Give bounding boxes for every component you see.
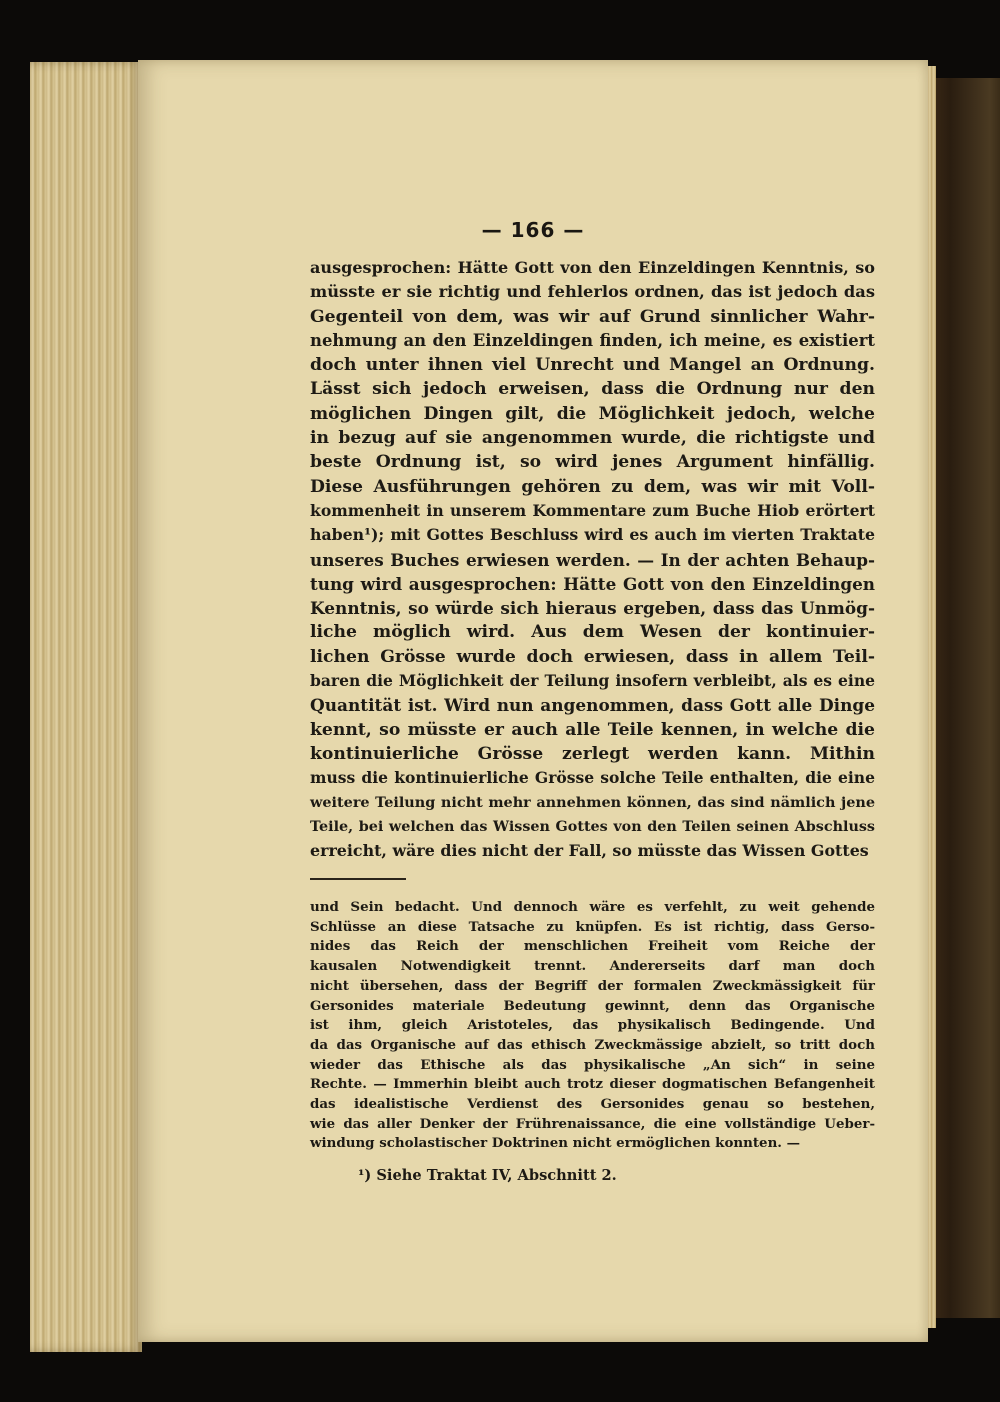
main-text (310, 256, 875, 863)
text-line: unseres Buches erwiesen werden. — In der achten Behaup- (310, 549, 875, 570)
text-line: müsste er sie richtig und fehlerlos ordnen, das ist jedoch das (310, 282, 875, 302)
footnote-line: kausalen Notwendigkeit trennt. Andererseits darf man doch (310, 958, 875, 975)
footnote-line: wieder das Ethische als das physikalische „An sich“ in seine (310, 1056, 875, 1073)
text-line: lichen Grösse wurde doch erwiesen, dass in allem Teil- (310, 646, 875, 667)
page-number: — 166 — (481, 218, 585, 242)
text-line: ausgesprochen: Hätte Gott von den Einzeldingen Kenntnis, so (310, 258, 875, 277)
footnote-text (310, 898, 875, 1154)
text-line: kontinuierliche Grösse zerlegt werden kann. Mithin (310, 743, 875, 764)
footnote-line: Schlüsse an diese Tatsache zu knüpfen. Es ist richtig, dass Gerso- (310, 918, 875, 935)
text-line: Gegenteil von dem, was wir auf Grund sinnlicher Wahr- (310, 306, 875, 327)
text-line: muss die kontinuierliche Grösse solche Teile enthalten, die eine (310, 768, 875, 788)
text-line: kennt, so müsste er auch alle Teile kennen, in welche die (310, 719, 875, 740)
footnote-line: nides das Reich der menschlichen Freiheit vom Reiche der (310, 938, 875, 955)
text-line: weitere Teilung nicht mehr annehmen können, das sind nämlich jene (310, 793, 875, 811)
text-line: nehmung an den Einzeldingen finden, ich meine, es existiert (310, 330, 875, 350)
book-page (138, 60, 928, 1342)
footnote-line: da das Organische auf das ethisch Zweckmässige abzielt, so tritt doch (310, 1036, 875, 1053)
text-line: kommenheit in unserem Kommentare zum Buche Hiob erörtert (310, 500, 875, 520)
text-line: erreicht, wäre dies nicht der Fall, so müsste das Wissen Gottes (310, 841, 869, 861)
text-line: möglichen Dingen gilt, die Möglichkeit jedoch, welche (310, 403, 875, 424)
footnote-line: nicht übersehen, dass der Begriff der formalen Zweckmässigkeit für (310, 977, 875, 994)
text-line: Quantität ist. Wird nun angenommen, dass Gott alle Dinge (310, 695, 875, 716)
text-line: baren die Möglichkeit der Teilung insofern verbleibt, als es eine (310, 671, 875, 691)
text-line: Diese Ausführungen gehören zu dem, was wir mit Voll- (310, 476, 875, 497)
footnote-line: und Sein bedacht. Und dennoch wäre es verfehlt, zu weit gehende (310, 899, 875, 915)
footnote-line: ist ihm, gleich Aristoteles, das physikalisch Bedingende. Und (310, 1017, 875, 1034)
text-line: Lässt sich jedoch erweisen, dass die Ordnung nur den (310, 379, 875, 400)
text-line: Teile, bei welchen das Wissen Gottes von den Teilen seinen Abschluss (310, 818, 875, 835)
text-line: beste Ordnung ist, so wird jenes Argument hinfällig. (310, 452, 875, 473)
text-line: in bezug auf sie angenommen wurde, die richtigste und (310, 428, 875, 449)
text-line: Kenntnis, so würde sich hieraus ergeben, dass das Unmög- (310, 598, 875, 619)
footnote-line: Gersonides materiale Bedeutung gewinnt, denn das Organische (310, 997, 875, 1014)
footnote-divider (310, 878, 406, 880)
page-stack-left (30, 62, 142, 1352)
book-cover-right (930, 78, 1000, 1318)
text-line: liche möglich wird. Aus dem Wesen der kontinuier- (310, 622, 875, 643)
text-line: doch unter ihnen viel Unrecht und Mangel an Ordnung. (310, 355, 875, 376)
footnote-line: das idealistische Verdienst des Gersonides genau so bestehen, (310, 1096, 875, 1113)
footnote-line: wie das aller Denker der Frührenaissance, die eine vollständige Ueber- (310, 1115, 875, 1132)
footnote-line: windung scholastischer Doktrinen nicht ermöglichen konnten. — (310, 1135, 801, 1152)
text-line: haben¹); mit Gottes Beschluss wird es auch im vierten Traktate (310, 525, 875, 545)
text-line: tung wird ausgesprochen: Hätte Gott von den Einzeldingen (310, 573, 875, 594)
footnote-reference: ¹) Siehe Traktat IV, Abschnitt 2. (358, 1167, 617, 1184)
footnote-line: Rechte. — Immerhin bleibt auch trotz dieser dogmatischen Befangenheit (310, 1076, 875, 1093)
